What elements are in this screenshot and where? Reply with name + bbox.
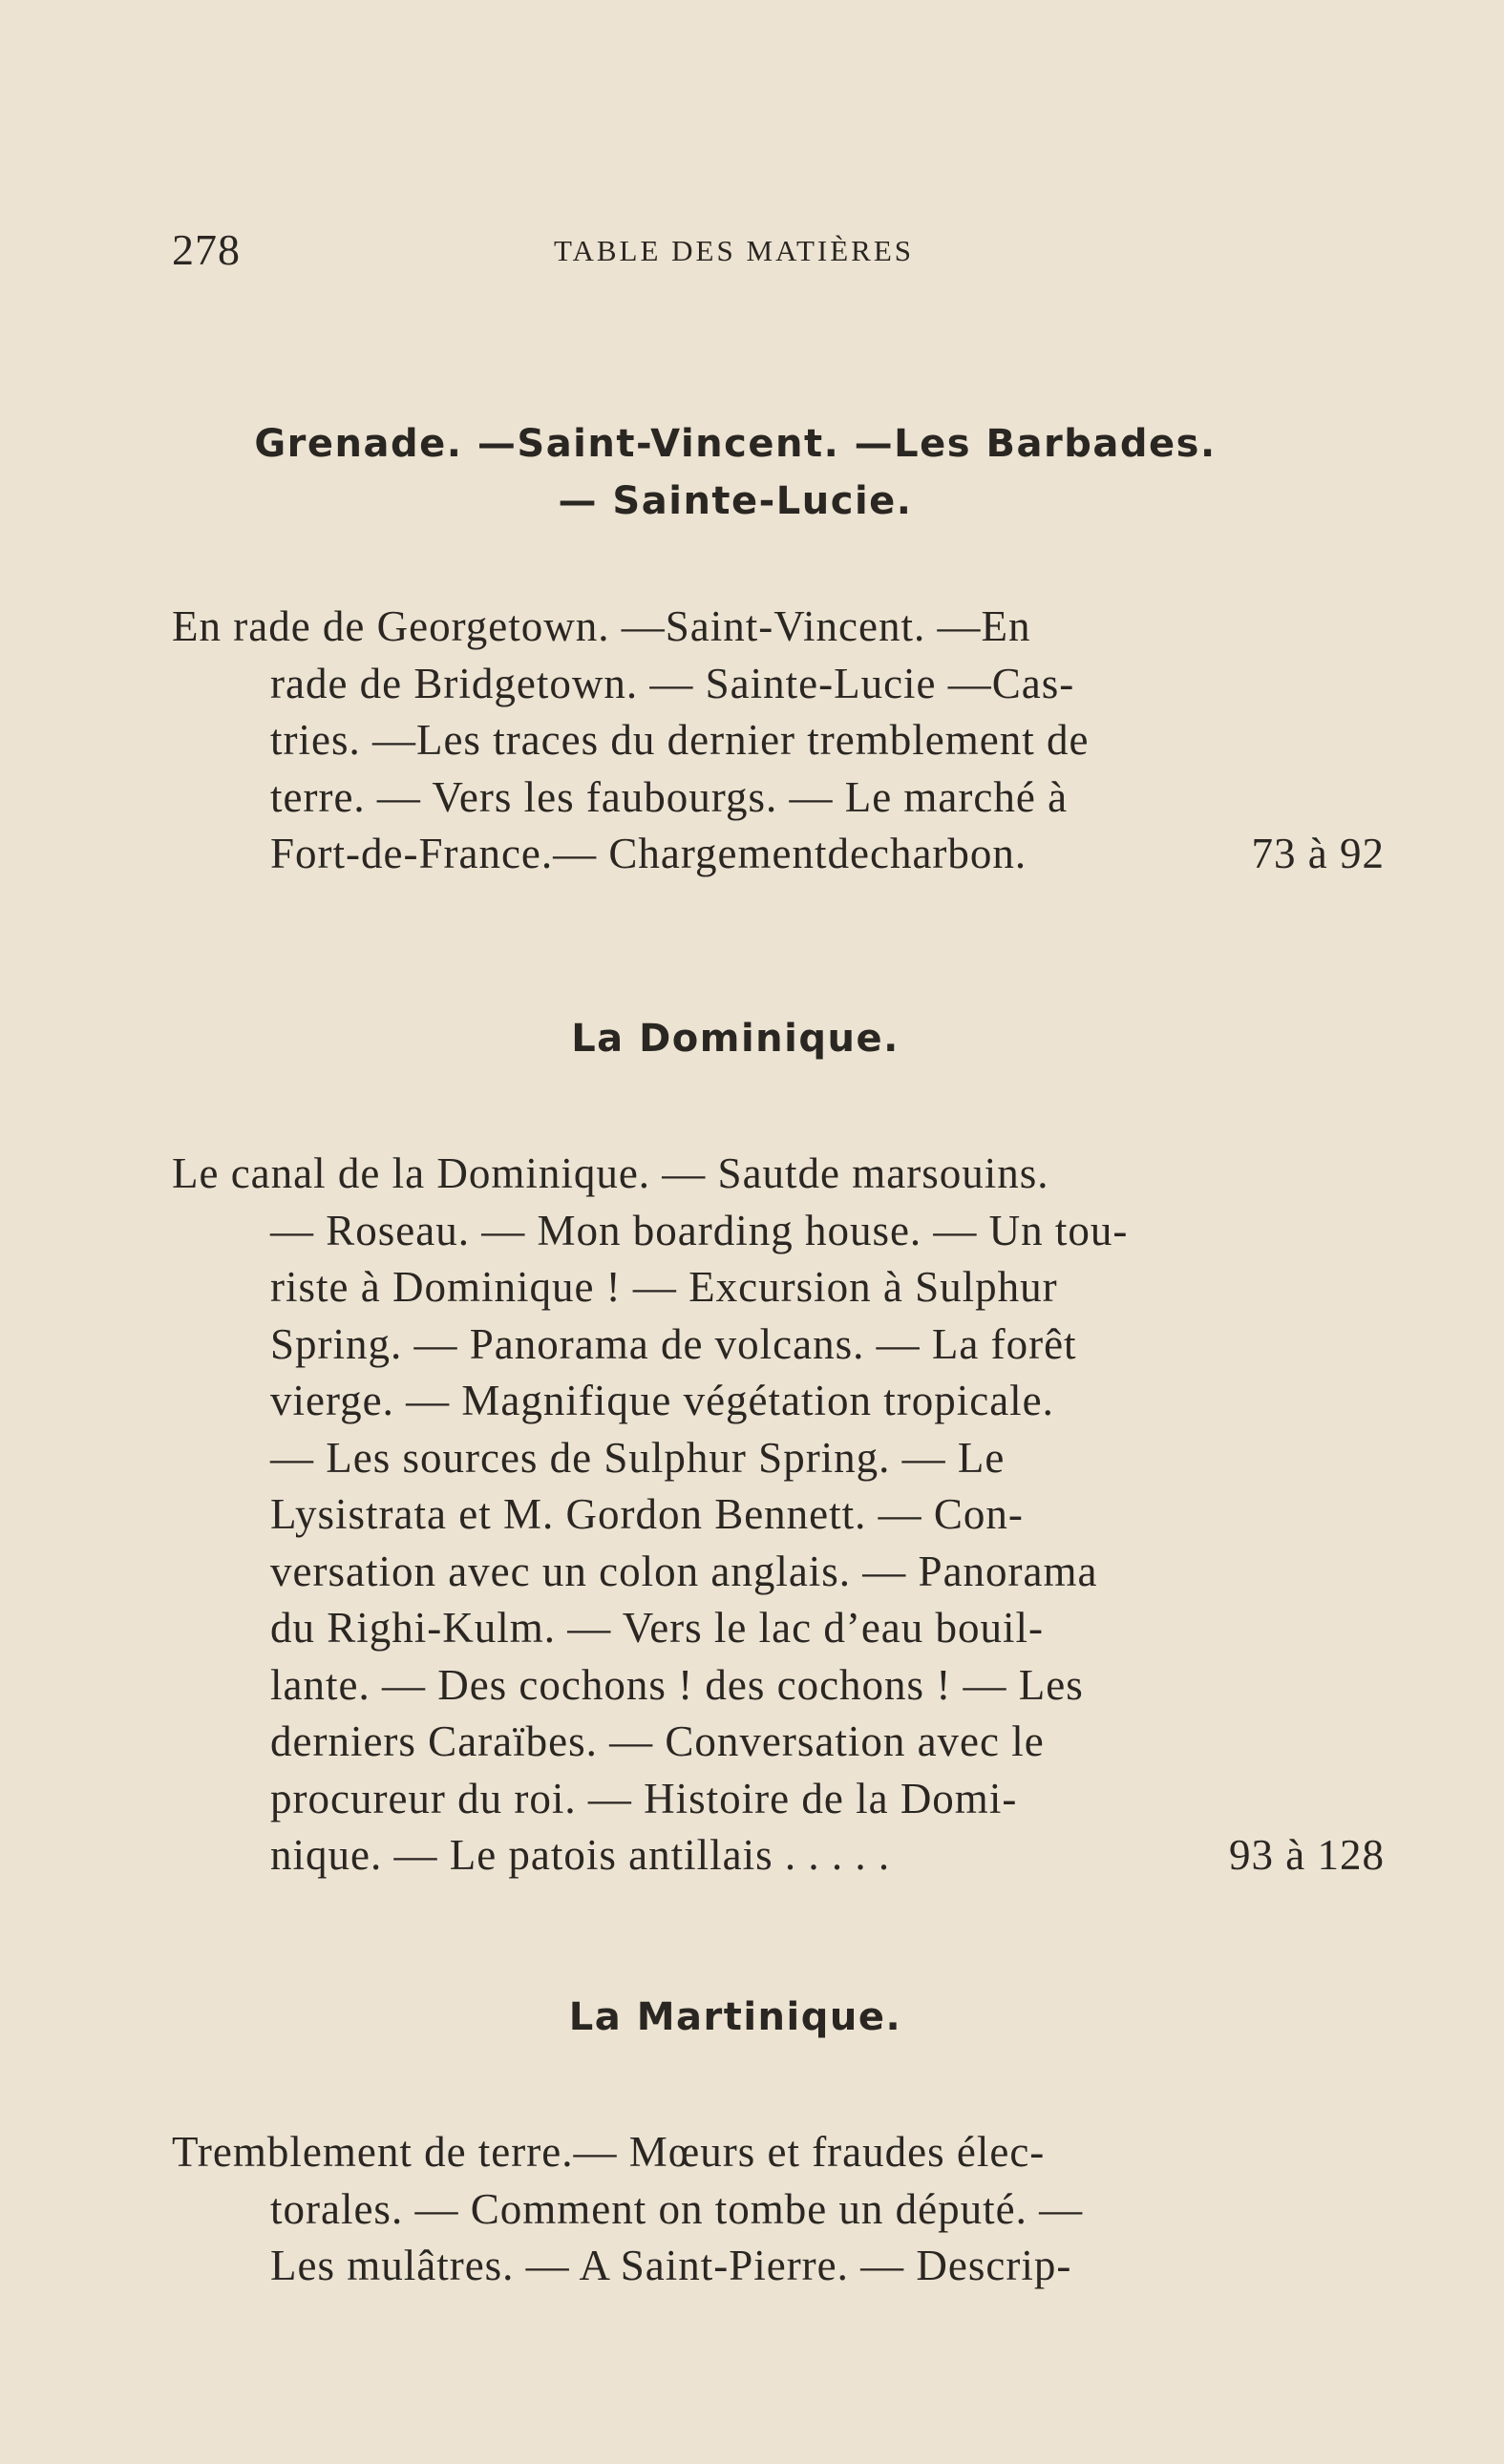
entry-line: Tremblement de terre.— Mœurs et fraudes élec- — [172, 2128, 1046, 2176]
entry-line: Fort-de-France.— Chargementdecharbon. — [270, 830, 1027, 877]
entry-line: Le canal de la Dominique. — Sautde marsouins. — [172, 1149, 1049, 1197]
entry-line: terre. — Vers les faubourgs. — Le marché à — [270, 772, 1069, 821]
toc-entry-grenade — [172, 599, 1385, 883]
toc-entry-martinique — [172, 2124, 1385, 2295]
entry-line: vierge. — Magnifique végétation tropicale. — [270, 1377, 1054, 1424]
entry-line: versation avec un colon anglais. — Panorama — [270, 1547, 1098, 1595]
entry-line: — Les sources de Sulphur Spring. — Le — [270, 1433, 1006, 1482]
entry-line: — Roseau. — Mon boarding house. — Un tou- — [270, 1206, 1129, 1254]
section-title-martinique — [162, 1989, 1308, 2046]
entry-line: tries. —Les traces du dernier tremblement de — [270, 716, 1090, 764]
entry-line: Spring. — Panorama de volcans. — La forêt — [270, 1319, 1077, 1368]
entry-line: du Righi-Kulm. — Vers le lac d’eau bouil- — [270, 1604, 1045, 1652]
section-title-grenade — [162, 415, 1308, 530]
entry-line: lante. — Des cochons ! des cochons ! — Les — [270, 1660, 1084, 1709]
entry-line: Lysistrata et M. Gordon Bennett. — Con- — [270, 1490, 1024, 1538]
entry-line: riste à Dominique ! — Excursion à Sulphur — [270, 1263, 1058, 1311]
entry-line: nique. — Le patois antillais . . . . . — [270, 1831, 891, 1879]
entry-line: procureur du roi. — Histoire de la Domi- — [270, 1774, 1018, 1822]
entry-line: rade de Bridgetown. — Sainte-Lucie —Cas- — [270, 659, 1075, 707]
section-title-line: La Dominique. — [571, 1017, 900, 1061]
entry-line: derniers Caraïbes. — Conversation avec le — [270, 1717, 1045, 1765]
toc-entry-dominique — [172, 1146, 1385, 1885]
section-title-line: La Martinique. — [568, 1995, 902, 2039]
page-number: 278 — [172, 225, 241, 274]
section-title-line: — Sainte-Lucie. — [558, 479, 913, 523]
section-title-line: Grenade. —Saint-Vincent. —Les Barbades. — [254, 422, 1217, 466]
running-head: TABLE DES MATIÈRES — [554, 234, 915, 267]
entry-line: torales. — Comment on tombe un député. — — [270, 2184, 1084, 2233]
page-header — [0, 221, 1504, 279]
page-range: 73 à 92 — [1251, 830, 1385, 877]
section-title-dominique — [162, 1010, 1308, 1067]
entry-line: Les mulâtres. — A Saint-Pierre. — Descrip- — [270, 2242, 1072, 2289]
entry-line: En rade de Georgetown. —Saint-Vincent. —En — [172, 602, 1031, 650]
page-range: 93 à 128 — [1229, 1831, 1385, 1879]
